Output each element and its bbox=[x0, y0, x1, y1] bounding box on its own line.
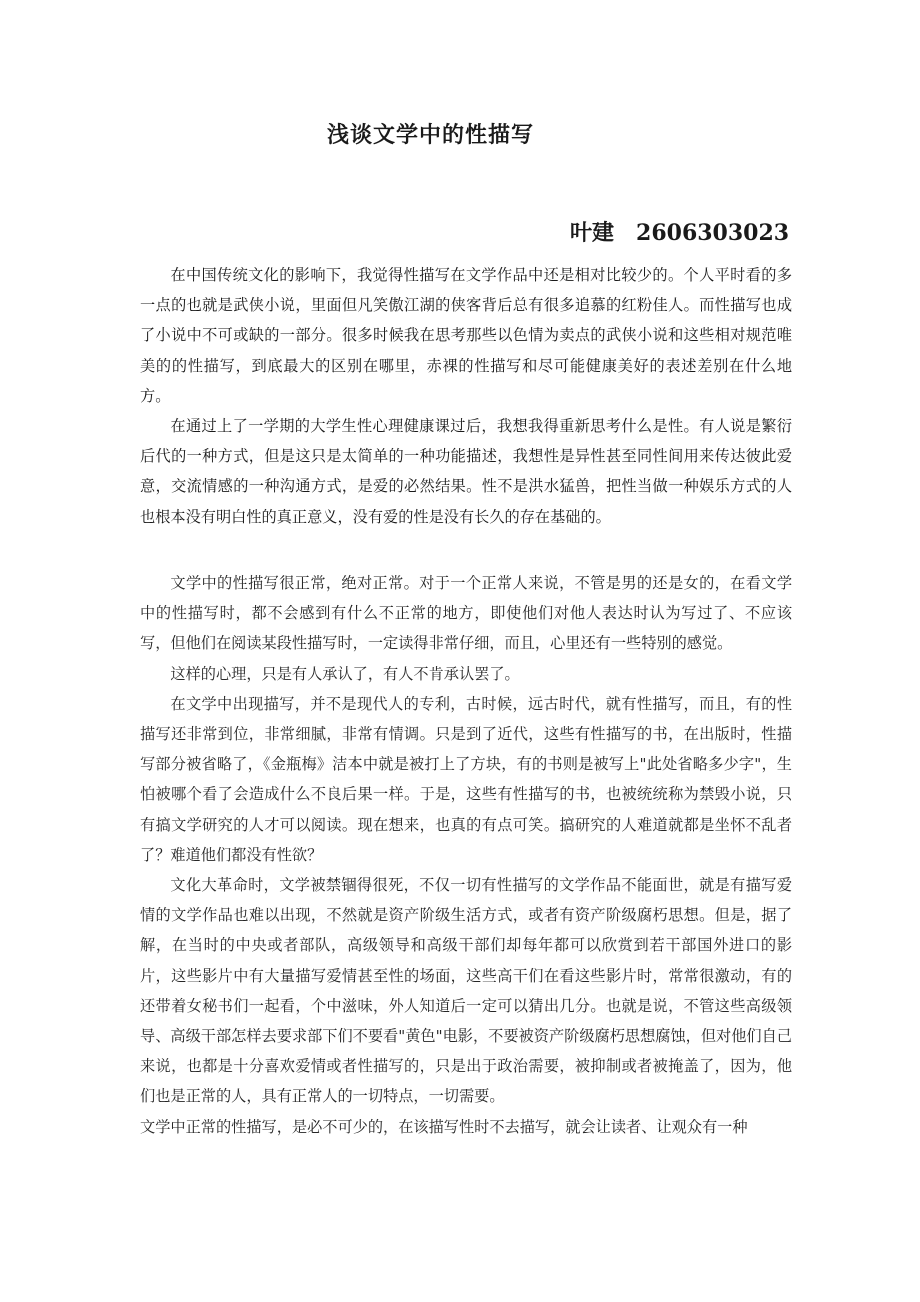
section-two bbox=[140, 568, 792, 1142]
author-name: 叶建 bbox=[570, 220, 615, 246]
paragraph: 在中国传统文化的影响下，我觉得性描写在文学作品中还是相对比较少的。个人平时看的多一点的也就是武侠小说，里面但凡笑傲江湖的侠客背后总有很多追慕的红粉佳人。而性描写也成了小说中不可或缺的一部分。很多时候我在思考那些以色情为卖点的武侠小说和这些相对规范唯美的的性描写，到底最大的区别在哪里，赤裸的性描写和尽可能健康美好的表述差别在什么地方。 bbox=[140, 266, 792, 405]
author-line bbox=[570, 216, 789, 247]
paragraph: 在文学中出现描写，并不是现代人的专利，古时候，远古时代，就有性描写，而且，有的性描写还非常到位，非常细腻，非常有情调。只是到了近代，这些有性描写的书，在出版时，性描写部分被省略了，《金瓶梅》洁本中就是被打上了方块，有的书则是被写上"此处省略多少字"，生怕被哪个看了会造成什么不良后果一样。于是，这些有性描写的书，也被统统称为禁毁小说，只有搞文学研究的人才可以阅读。现在想来，也真的有点可笑。搞研究的人难道就都是坐怀不乱者了？难道他们都没有性欲？ bbox=[140, 694, 792, 864]
paragraph: 文学中正常的性描写，是必不可少的，在该描写性时不去描写，就会让读者、让观众有一种 bbox=[140, 1117, 748, 1136]
section-one bbox=[140, 260, 792, 532]
document-title: 浅谈文学中的性描写 bbox=[327, 122, 535, 148]
paragraph: 文化大革命时，文学被禁锢得很死，不仅一切有性描写的文学作品不能面世，就是有描写爱情的文学作品也难以出现，不然就是资产阶级生活方式，或者有资产阶级腐朽思想。但是，据了解，在当时的中央或者部队，高级领导和高级干部们却每年都可以欣赏到若干部国外进口的影片，这些影片中有大量描写爱情甚至性的场面，这些高干们在看这些影片时，常常很激动，有的还带着女秘书们一起看，个中滋味，外人知道后一定可以猜出几分。也就是说，不管这些高级领导、高级干部怎样去要求部下们不要看"黄色"电影，不要被资产阶级腐朽思想腐蚀，但对他们自己来说，也都是十分喜欢爱情或者性描写的，只是出于政治需要，被抑制或者被掩盖了，因为，他们也是正常的人，具有正常人的一切特点，一切需要。 bbox=[140, 876, 792, 1106]
paragraph: 文学中的性描写很正常，绝对正常。对于一个正常人来说，不管是男的还是女的，在看文学中的性描写时，都不会感到有什么不正常的地方，即使他们对他人表达时认为写过了、不应该写，但他们在阅读某段性描写时，一定读得非常仔细，而且，心里还有一些特别的感觉。 bbox=[140, 574, 792, 653]
student-id: 2606303023 bbox=[636, 220, 790, 246]
paragraph: 这样的心理，只是有人承认了，有人不肯承认罢了。 bbox=[170, 664, 520, 683]
paragraph: 在通过上了一学期的大学生性心理健康课过后，我想我得重新思考什么是性。有人说是繁衍后代的一种方式，但是这只是太简单的一种功能描述，我想性是异性甚至同性间用来传达彼此爱意，交流情感的一种沟通方式，是爱的必然结果。性不是洪水猛兽，把性当做一种娱乐方式的人也根本没有明白性的真正意义，没有爱的性是没有长久的存在基础的。 bbox=[140, 417, 792, 526]
